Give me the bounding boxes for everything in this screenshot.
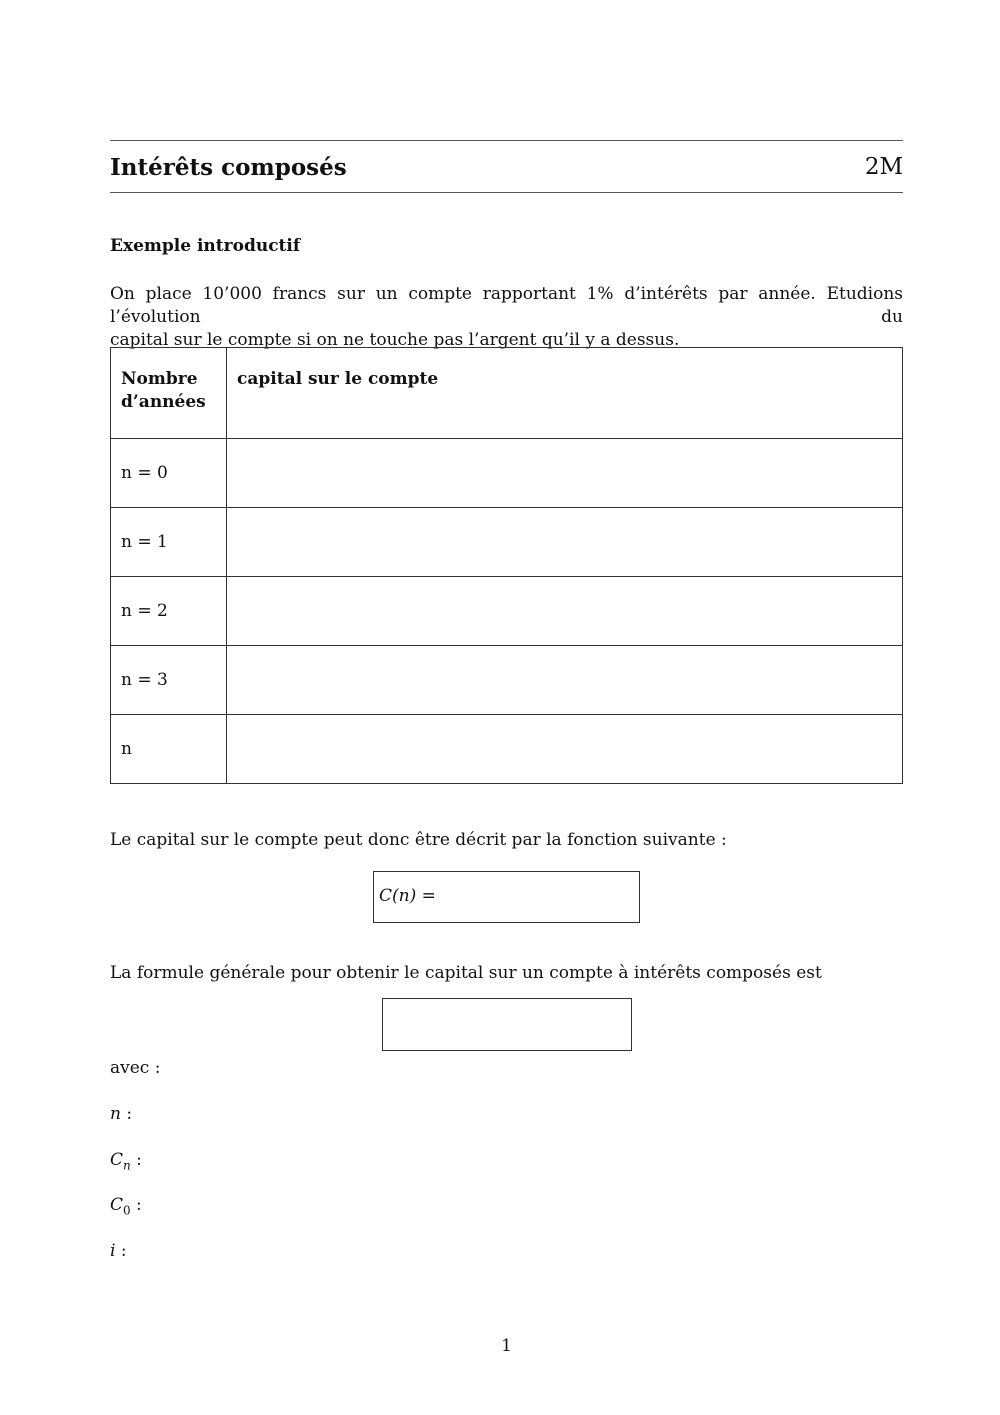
page-number: 1: [501, 1336, 512, 1356]
intro-paragraph: [110, 283, 903, 352]
table-row: [111, 715, 903, 784]
variable-subscript: 0: [123, 1203, 131, 1218]
table-header-row: [111, 348, 903, 439]
table-row: [111, 508, 903, 577]
row-label: n = 3: [111, 646, 227, 715]
avec-label: avec :: [110, 1058, 161, 1078]
row-label: n: [111, 715, 227, 784]
section-title: Exemple introductif: [110, 236, 301, 256]
class-level: 2M: [864, 154, 903, 180]
variable-symbol: n: [110, 1104, 121, 1124]
variable-symbol: i: [110, 1241, 116, 1261]
table-row: [111, 646, 903, 715]
header-capital: capital sur le compte: [227, 348, 903, 439]
table-row: [111, 439, 903, 508]
page-title: Intérêts composés: [110, 154, 347, 181]
formula-sentence: La formule générale pour obtenir le capital sur un compte à intérêts composés est: [110, 963, 822, 983]
variable-c0: [110, 1195, 142, 1217]
row-value: [227, 646, 903, 715]
function-expression: C(n) =: [379, 886, 436, 906]
row-value: [227, 577, 903, 646]
variable-colon: :: [120, 1104, 133, 1124]
variable-colon: :: [130, 1195, 142, 1215]
variable-symbol: C: [110, 1195, 124, 1215]
variable-n: [110, 1104, 132, 1124]
row-label: n = 1: [111, 508, 227, 577]
table-row: [111, 577, 903, 646]
function-answer-box: [373, 871, 640, 923]
header-years: Nombre d’années: [111, 348, 227, 439]
row-value: [227, 439, 903, 508]
function-sentence: Le capital sur le compte peut donc être décrit par la fonction suivante :: [110, 830, 727, 850]
variable-cn: [110, 1150, 142, 1172]
row-value: [227, 508, 903, 577]
variable-symbol: C: [110, 1150, 124, 1170]
header-bottom-rule: [110, 192, 903, 193]
row-value: [227, 715, 903, 784]
intro-line-1: On place 10’000 francs sur un compte rapportant 1% d’intérêts par année. Etudions l’évolution du: [110, 284, 903, 327]
intro-line-2: capital sur le compte si on ne touche pas l’argent qu’il y a dessus.: [110, 330, 680, 350]
variable-colon: :: [130, 1150, 142, 1170]
header-top-rule: [110, 140, 903, 141]
capital-table: [110, 347, 903, 784]
formula-answer-box: [382, 998, 632, 1051]
row-label: n = 2: [111, 577, 227, 646]
row-label: n = 0: [111, 439, 227, 508]
variable-i: [110, 1241, 127, 1261]
variable-subscript: n: [123, 1158, 131, 1173]
variable-colon: :: [115, 1241, 127, 1261]
